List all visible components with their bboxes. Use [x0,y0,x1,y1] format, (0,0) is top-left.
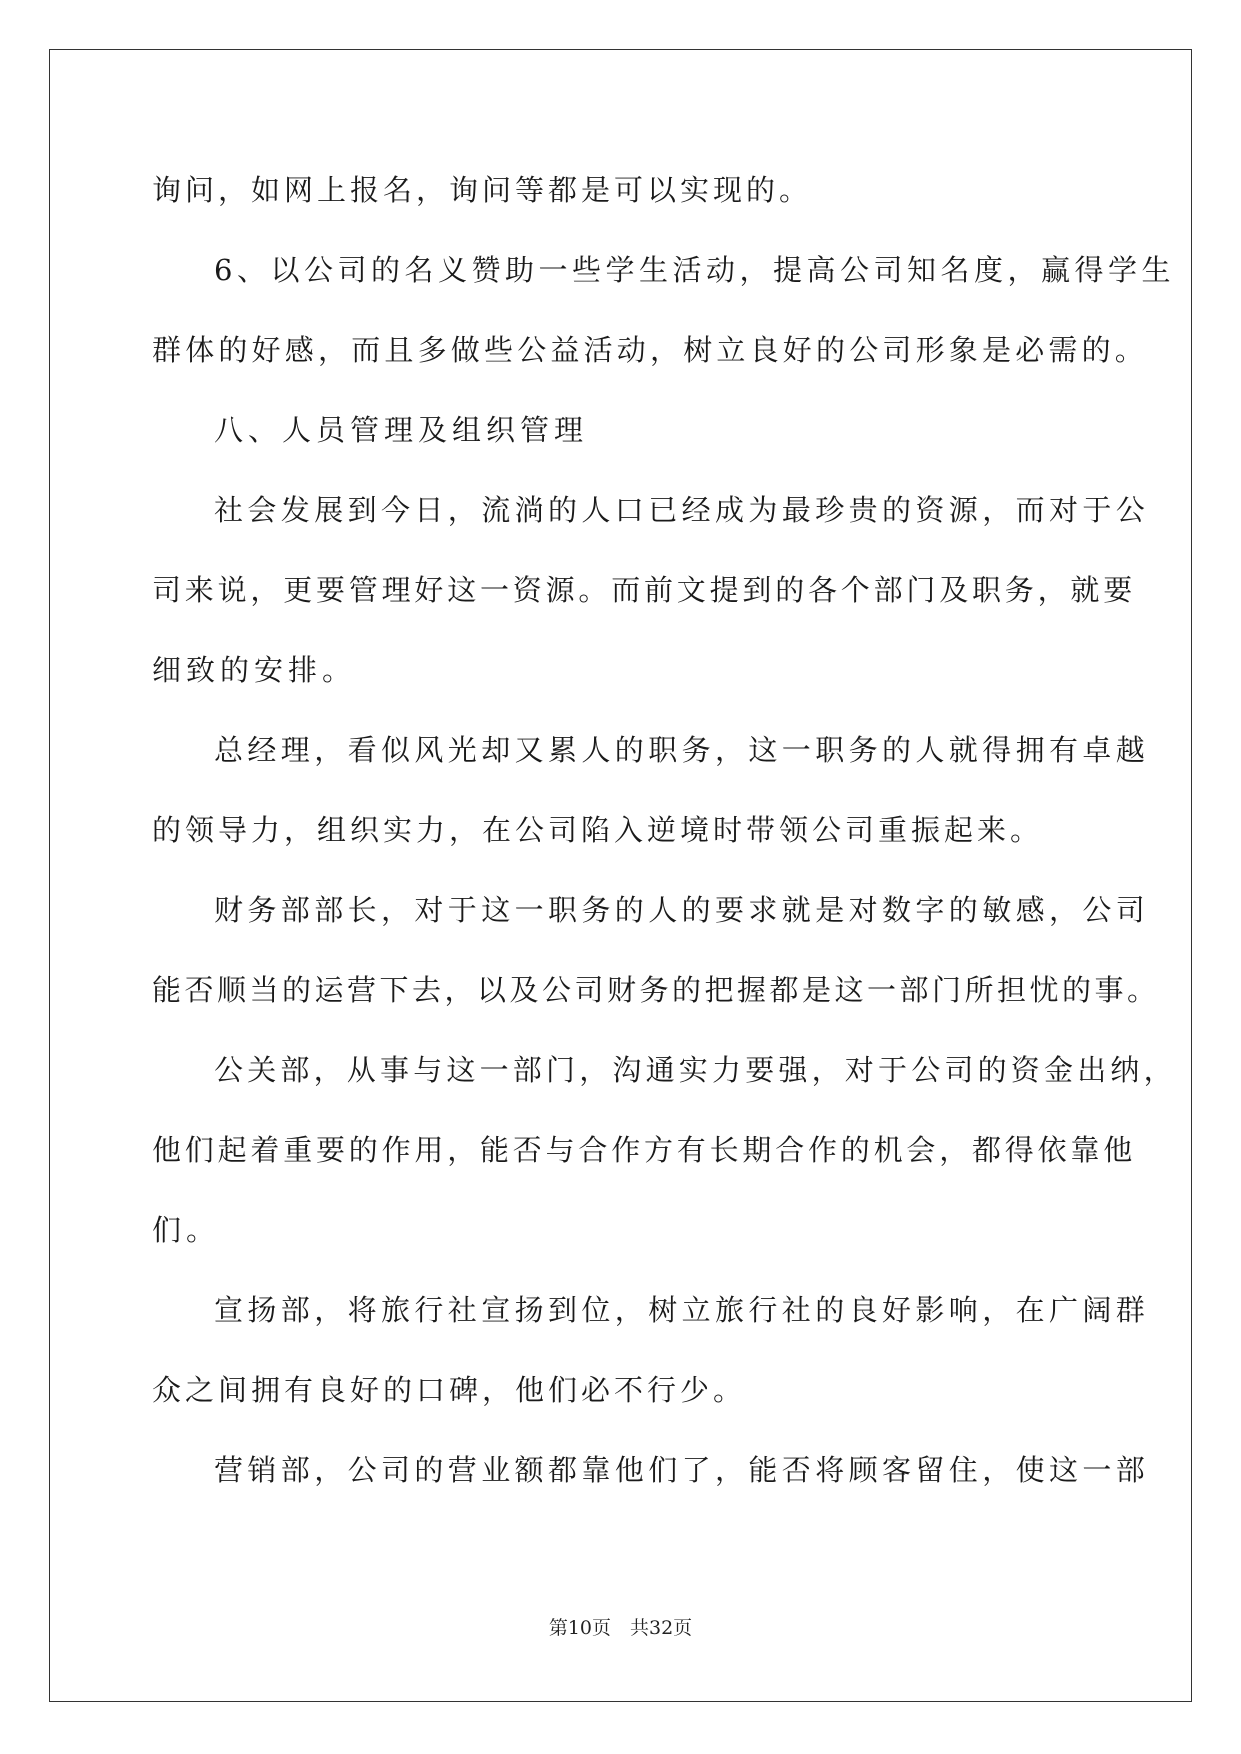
text-line: 询问，如网上报名，询问等都是可以实现的。 [152,173,813,207]
text-line: 群体的好感，而且多做些公益活动，树立良好的公司形象是必需的。 [152,333,1149,367]
paragraph-start-line: 财务部部长，对于这一职务的人的要求就是对数字的敏感，公司 [214,893,1150,927]
text-line: 众之间拥有良好的口碑，他们必不行少。 [152,1373,747,1407]
paragraph-start-line: 总经理，看似风光却又累人的职务，这一职务的人就得拥有卓越 [214,733,1150,767]
paragraph-start-line: 6、以公司的名义赞助一些学生活动，提高公司知名度，赢得学生 [214,253,1175,287]
paragraph-start-line: 营销部，公司的营业额都靠他们了，能否将顾客留住，使这一部 [214,1453,1150,1487]
text-line: 们。 [152,1213,221,1247]
page-footer [0,1616,1241,1640]
page-number: 第10页 共32页 [548,1617,693,1639]
text-line: 能否顺当的运营下去，以及公司财务的把握都是这一部门所担忧的事。 [152,973,1160,1007]
paragraph-start-line: 社会发展到今日，流淌的人口已经成为最珍贵的资源，而对于公 [214,493,1150,527]
text-line: 司来说，更要管理好这一资源。而前文提到的各个部门及职务，就要 [152,573,1137,607]
paragraph-start-line: 宣扬部，将旅行社宣扬到位，树立旅行社的良好影响，在广阔群 [214,1293,1150,1327]
paragraph-start-line: 公关部，从事与这一部门，沟通实力要强，对于公司的资金出纳， [214,1053,1177,1087]
text-line: 细致的安排。 [152,653,357,687]
text-line: 他们起着重要的作用，能否与合作方有长期合作的机会，都得依靠他 [152,1133,1137,1167]
section-heading: 八、人员管理及组织管理 [214,413,589,447]
text-line: 的领导力，组织实力，在公司陷入逆境时带领公司重振起来。 [152,813,1044,847]
